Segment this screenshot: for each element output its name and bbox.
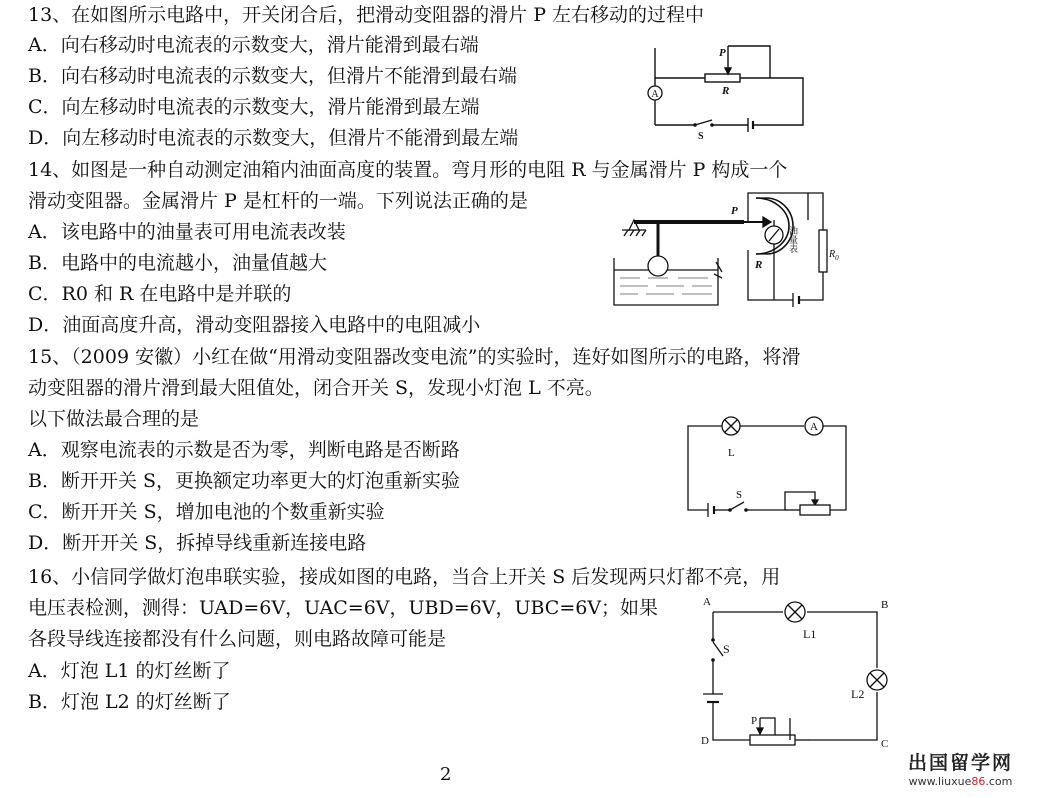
q14-option-a: A．该电路中的油量表可用电流表改装 [28,221,346,243]
q16-option-a: A．灯泡 L1 的灯丝断了 [28,660,231,682]
q14-label-r: R [755,259,763,271]
q15-stem-line-2: 动变阻器的滑片滑到最大阻值处，闭合开关 S，发现小灯泡 L 不亮。 [28,377,604,399]
q13-option-b: B．向右移动时电流表的示数变大，但滑片不能滑到最右端 [28,65,517,87]
q15-option-a: A．观察电流表的示数是否为零，判断电路是否断路 [28,439,460,461]
q16-stem-line-2: 电压表检测，测得：UAD=6V，UAC=6V，UBD=6V，UBC=6V；如果 [28,597,659,619]
q13-option-d: D．向左移动时电流表的示数变大，但滑片不能滑到最左端 [28,127,519,149]
q16-stem-line-3: 各段导线连接都没有什么问题，则电路故障可能是 [28,628,447,650]
watermark-url: www.liuxue86.com [908,775,1013,788]
q15-option-d: D．断开开关 S，拆掉导线重新连接电路 [28,532,367,554]
q13-label-s: S [698,131,704,142]
q13-option-a: A．向右移动时电流表的示数变大，滑片能滑到最右端 [28,34,479,56]
q16-option-b: B．灯泡 L2 的灯丝断了 [28,691,231,713]
q13-label-p: P [719,47,726,59]
q16-label-a: A [703,596,711,608]
q15-option-c: C．断开开关 S，增加电池的个数重新实验 [28,501,385,523]
watermark-title: 出国留学网 [907,752,1013,774]
page-number: 2 [440,764,452,785]
q15-label-l: L [728,447,735,459]
q16-label-c: C [881,738,889,750]
q16-circuit-diagram [695,590,900,755]
q16-label-p: P [751,715,758,727]
q16-label-d: D [701,735,709,747]
q15-ammeter-label: A [810,421,818,433]
q16-label-b: B [881,599,889,611]
q14-oil-gauge-diagram [608,190,843,315]
q13-option-c: C．向左移动时电流表的示数变大，滑片能滑到最左端 [28,96,480,118]
q16-label-l1: L1 [803,627,817,641]
q15-circuit-diagram [680,410,855,525]
q16-label-l2: L2 [851,687,865,701]
q13-label-r: R [722,85,730,97]
q15-label-s: S [736,489,743,501]
q14-option-b: B．电路中的电流越小，油量值越大 [28,252,327,274]
q15-option-b: B．断开开关 S，更换额定功率更大的灯泡重新实验 [28,470,461,492]
q14-option-d: D．油面高度升高，滑动变阻器接入电路中的电阻减小 [28,314,481,336]
q16-label-s: S [723,642,730,656]
q16-stem-line-1: 16、小信同学做灯泡串联实验，接成如图的电路，当合上开关 S 后发现两只灯都不亮，用 [28,566,781,588]
q14-option-c: C．R0 和 R 在电路中是并联的 [28,283,292,305]
q15-stem-line-1: 15、（2009 安徽）小红在做“用滑动变阻器改变电流”的实验时，连好如图所示的电路，将滑 [28,346,801,368]
q13-ammeter-label: A [651,89,659,100]
q14-label-p: P [731,205,738,217]
q14-stem-line-2: 滑动变阻器。金属滑片 P 是杠杆的一端。下列说法正确的是 [28,190,528,212]
q13-circuit-diagram [640,40,810,140]
site-watermark [908,748,1013,788]
q14-oil-meter-label: 油量表 [788,226,798,253]
q13-stem: 13、在如图所示电路中，开关闭合后，把滑动变阻器的滑片 P 左右移动的过程中 [28,4,705,26]
q14-stem-line-1: 14、如图是一种自动测定油箱内油面高度的装置。弯月形的电阻 R 与金属滑片 P 构成一个 [28,159,788,181]
q15-stem-line-3: 以下做法最合理的是 [28,408,200,430]
q14-label-r0: $R_0$ [829,249,839,262]
